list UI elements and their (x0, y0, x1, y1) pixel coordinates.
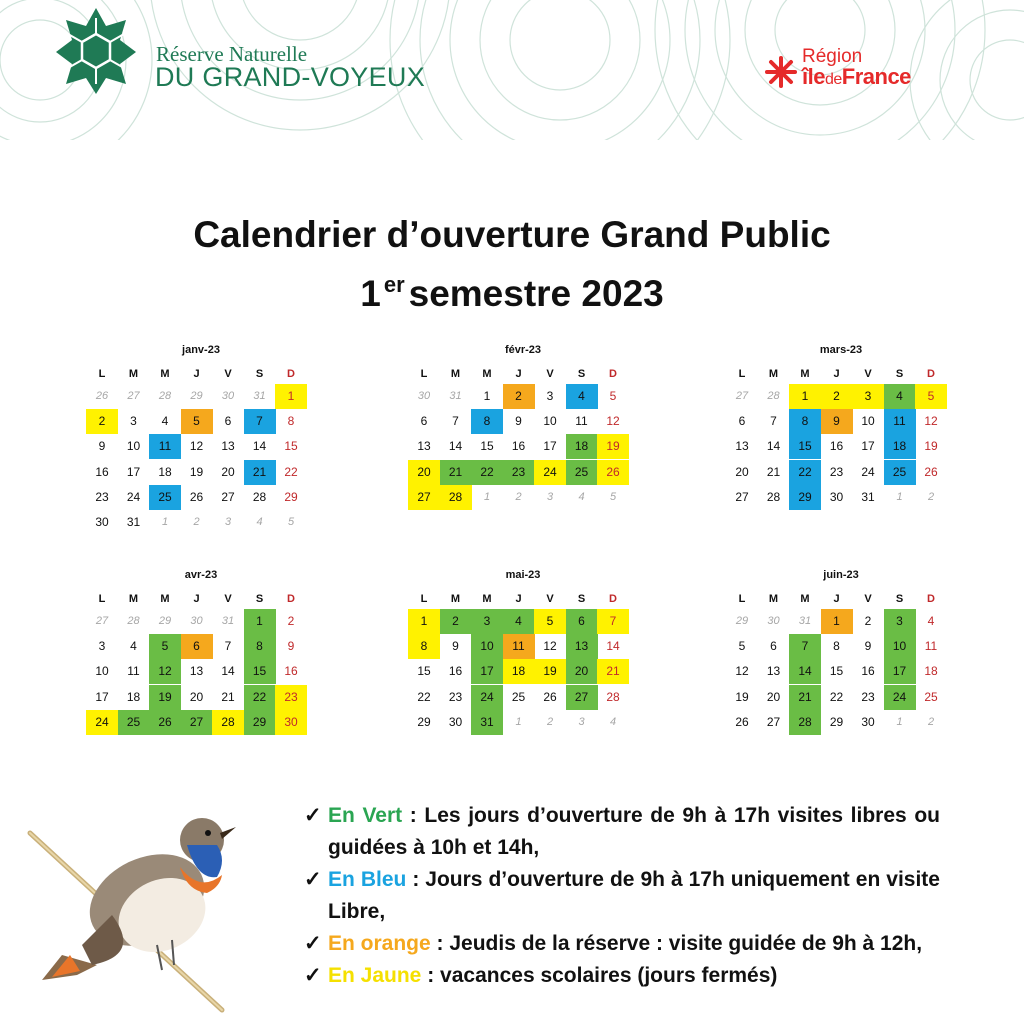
day-cell: 1 (275, 384, 307, 409)
day-cell: 1 (789, 384, 821, 409)
day-cell: 24 (534, 460, 566, 485)
page-title-line1: Calendrier d’ouverture Grand Public (193, 214, 831, 255)
day-cell: 10 (95, 664, 109, 679)
day-cell: 3 (224, 516, 232, 528)
weekday-header: M (160, 368, 170, 380)
day-cell: 21 (766, 464, 781, 479)
weekday-header: M (160, 593, 170, 605)
weekday-header: V (224, 593, 232, 605)
day-cell: 7 (452, 414, 459, 429)
day-cell: 13 (766, 664, 781, 679)
day-cell: 15 (480, 439, 494, 454)
day-cell: 19 (924, 439, 938, 454)
legend-item-green (304, 800, 940, 864)
day-cell: 11 (884, 409, 916, 434)
weekday-header: M (128, 368, 139, 380)
legend-green-label: En Vert (328, 804, 403, 827)
day-cell: 27 (408, 485, 440, 510)
day-cell: 31 (861, 489, 875, 504)
day-cell: 11 (575, 414, 588, 429)
day-cell: 16 (829, 439, 844, 454)
weekday-header: S (255, 368, 264, 380)
day-cell: 29 (244, 710, 276, 735)
day-cell: 22 (417, 689, 431, 704)
day-cell: 19 (597, 434, 629, 459)
day-cell: 29 (789, 485, 821, 510)
weekday-header: L (738, 368, 746, 380)
region-de: de (824, 71, 842, 88)
day-cell: 9 (452, 639, 459, 654)
day-cell: 9 (515, 414, 522, 429)
day-cell: 21 (244, 460, 276, 485)
weekday-header: S (895, 593, 904, 605)
org-name-line1: Réserve Naturelle (156, 42, 308, 66)
day-cell: 2 (440, 609, 472, 634)
day-cell: 18 (503, 659, 535, 684)
day-cell: 25 (566, 460, 598, 485)
day-cell: 18 (566, 434, 598, 459)
day-cell: 20 (189, 689, 204, 704)
day-cell: 16 (861, 664, 875, 679)
month-title: avr-23 (184, 569, 218, 581)
legend-orange-label: En orange (328, 932, 431, 955)
day-cell: 4 (609, 715, 617, 728)
day-cell: 12 (735, 664, 749, 679)
day-cell: 4 (578, 490, 585, 503)
day-cell: 30 (221, 390, 235, 402)
legend-blue-text: : Jours d’ouverture de 9h à 17h uniquement en visite Libre, (328, 868, 940, 923)
day-cell: 27 (735, 390, 749, 402)
day-cell: 14 (448, 439, 463, 454)
weekday-header: S (895, 368, 904, 380)
legend-item-orange (304, 928, 940, 960)
day-cell: 28 (606, 689, 620, 704)
day-cell: 18 (126, 689, 141, 704)
weekday-header: V (224, 368, 232, 380)
legend-yellow-label: En Jaune (328, 964, 422, 987)
month-title: juin-23 (823, 569, 859, 581)
day-cell: 3 (884, 609, 916, 634)
day-cell: 8 (833, 639, 840, 654)
day-cell: 14 (252, 439, 267, 454)
day-cell: 3 (98, 639, 106, 654)
day-cell: 14 (221, 664, 235, 679)
day-cell: 7 (244, 409, 276, 434)
weekday-header: L (420, 593, 428, 605)
day-cell: 6 (181, 634, 213, 659)
day-cell: 1 (515, 715, 522, 728)
day-cell: 6 (420, 414, 428, 429)
weekday-header: M (768, 368, 779, 380)
day-cell: 21 (789, 685, 821, 710)
day-cell: 17 (471, 659, 503, 684)
header-banner (0, 0, 1024, 140)
org-name-line2: DU GRAND-VOYEUX (155, 62, 426, 92)
day-cell: 30 (448, 714, 463, 729)
day-cell: 15 (829, 664, 844, 679)
day-cell: 31 (798, 615, 812, 627)
day-cell: 25 (149, 485, 181, 510)
day-cell: 19 (534, 659, 566, 684)
day-cell: 27 (221, 489, 235, 504)
day-cell: 9 (287, 639, 295, 654)
day-cell: 6 (224, 414, 232, 429)
day-cell: 27 (566, 685, 598, 710)
day-cell: 4 (256, 516, 263, 528)
day-cell: 15 (244, 659, 276, 684)
day-cell: 28 (158, 390, 172, 402)
day-cell: 7 (597, 609, 629, 634)
title-semester: semestre 2023 (408, 273, 664, 314)
weekday-header: D (927, 593, 935, 605)
region-france: France (841, 64, 911, 89)
day-cell: 2 (864, 614, 872, 628)
day-cell: 1 (244, 609, 276, 634)
day-cell: 31 (449, 390, 462, 402)
day-cell: 28 (440, 485, 472, 510)
day-cell: 23 (95, 489, 109, 504)
weekday-header: S (577, 593, 586, 605)
day-cell: 9 (864, 639, 872, 654)
check-icon: ✓ (304, 804, 322, 827)
check-icon: ✓ (304, 932, 322, 955)
day-cell: 2 (515, 490, 522, 503)
weekday-header: D (609, 368, 617, 380)
day-cell: 23 (829, 464, 844, 479)
weekday-header: J (833, 368, 840, 380)
day-cell: 27 (181, 710, 213, 735)
day-cell: 7 (224, 639, 232, 654)
day-cell: 2 (821, 384, 853, 409)
day-cell: 27 (735, 489, 749, 504)
day-cell: 28 (127, 615, 140, 627)
weekday-header: D (609, 593, 617, 605)
day-cell: 20 (408, 460, 440, 485)
day-cell: 14 (766, 439, 781, 454)
day-cell: 6 (566, 609, 598, 634)
day-cell: 28 (789, 710, 821, 735)
day-cell: 14 (606, 639, 620, 654)
weekday-header: D (287, 368, 295, 380)
region-ile: île (802, 64, 825, 89)
red-star-logo (764, 55, 798, 89)
day-cell: 29 (158, 615, 172, 627)
weekday-header: L (738, 593, 746, 605)
day-cell: 21 (221, 689, 235, 704)
day-cell: 31 (471, 710, 503, 735)
day-cell: 31 (221, 615, 235, 627)
day-cell: 24 (86, 710, 118, 735)
day-cell: 28 (252, 489, 267, 504)
day-cell: 2 (503, 384, 535, 409)
day-cell: 30 (861, 714, 875, 729)
day-cell: 4 (884, 384, 916, 409)
day-cell: 28 (766, 489, 781, 504)
day-cell: 9 (98, 439, 106, 454)
day-cell: 2 (927, 715, 935, 728)
day-cell: 30 (190, 615, 203, 627)
day-cell: 5 (915, 384, 947, 409)
day-cell: 1 (483, 490, 491, 503)
day-cell: 4 (927, 614, 935, 628)
day-cell: 1 (821, 609, 853, 634)
day-cell: 5 (534, 609, 566, 634)
day-cell: 25 (118, 710, 150, 735)
day-cell: 8 (244, 634, 276, 659)
day-cell: 24 (861, 464, 875, 479)
day-cell: 18 (924, 664, 938, 679)
day-cell: 17 (861, 439, 875, 454)
day-cell: 26 (597, 460, 629, 485)
day-cell: 2 (86, 409, 118, 434)
day-cell: 26 (924, 464, 938, 479)
day-cell: 18 (158, 464, 172, 479)
title-ordinal-suffix: er (383, 272, 405, 297)
day-cell: 30 (417, 390, 431, 402)
day-cell: 4 (566, 384, 598, 409)
day-cell: 27 (95, 615, 109, 627)
day-cell: 2 (546, 715, 554, 728)
day-cell: 8 (287, 414, 295, 429)
day-cell: 5 (149, 634, 181, 659)
day-cell: 6 (770, 639, 777, 654)
weekday-header: J (515, 593, 522, 605)
day-cell: 16 (95, 464, 109, 479)
day-cell: 8 (408, 634, 440, 659)
region-label: Région (802, 46, 863, 67)
day-cell: 12 (189, 439, 204, 454)
day-cell: 25 (924, 689, 938, 704)
day-cell: 23 (275, 685, 307, 710)
day-cell: 4 (130, 639, 137, 654)
region-name (802, 64, 911, 90)
weekday-header: V (864, 368, 872, 380)
day-cell: 3 (852, 384, 884, 409)
day-cell: 22 (829, 689, 844, 704)
day-cell: 26 (543, 689, 557, 704)
day-cell: 5 (181, 409, 213, 434)
month-title: mai-23 (505, 569, 541, 581)
weekday-header: J (193, 368, 200, 380)
day-cell: 3 (578, 715, 585, 728)
day-cell: 3 (546, 490, 554, 503)
weekday-header: M (128, 593, 139, 605)
check-icon: ✓ (304, 868, 322, 891)
day-cell: 7 (789, 634, 821, 659)
day-cell: 19 (149, 685, 181, 710)
day-cell: 17 (126, 464, 141, 479)
weekday-header: D (927, 368, 935, 380)
day-cell: 10 (861, 414, 875, 429)
day-cell: 29 (417, 714, 431, 729)
day-cell: 22 (471, 460, 503, 485)
day-cell: 3 (130, 414, 137, 429)
day-cell: 19 (735, 689, 749, 704)
day-cell: 10 (543, 414, 557, 429)
day-cell: 20 (735, 464, 749, 479)
day-cell: 29 (190, 390, 203, 402)
day-cell: 29 (829, 714, 844, 729)
day-cell: 26 (149, 710, 181, 735)
day-cell: 31 (253, 390, 266, 402)
weekday-header: M (450, 593, 461, 605)
day-cell: 21 (597, 659, 629, 684)
bluethroat-bird-illustration (22, 805, 247, 1015)
day-cell: 17 (884, 659, 916, 684)
day-cell: 16 (448, 664, 463, 679)
day-cell: 23 (503, 460, 535, 485)
day-cell: 2 (193, 516, 200, 528)
weekday-header: J (833, 593, 840, 605)
day-cell: 14 (789, 659, 821, 684)
day-cell: 5 (738, 639, 746, 654)
day-cell: 30 (95, 515, 109, 529)
day-cell: 22 (789, 460, 821, 485)
weekday-header: L (420, 368, 428, 380)
weekday-header: V (546, 368, 554, 380)
legend-blue-label: En Bleu (328, 868, 407, 891)
check-icon: ✓ (304, 964, 322, 987)
day-cell: 28 (767, 390, 780, 402)
day-cell: 11 (924, 639, 938, 654)
day-cell: 24 (471, 685, 503, 710)
day-cell: 31 (126, 515, 141, 529)
day-cell: 13 (566, 634, 598, 659)
day-cell: 22 (284, 464, 298, 479)
day-cell: 10 (884, 634, 916, 659)
day-cell: 1 (161, 516, 169, 528)
month-title: févr-23 (504, 344, 542, 356)
weekday-header: M (800, 593, 810, 605)
day-cell: 21 (440, 460, 472, 485)
title-ordinal: 1 (360, 273, 381, 314)
day-cell: 28 (212, 710, 244, 735)
day-cell: 20 (566, 659, 598, 684)
day-cell: 20 (221, 464, 235, 479)
day-cell: 29 (735, 615, 749, 627)
legend-item-yellow (304, 960, 940, 992)
day-cell: 15 (417, 664, 431, 679)
day-cell: 26 (735, 714, 749, 729)
weekday-header: M (482, 368, 492, 380)
day-cell: 10 (471, 634, 503, 659)
day-cell: 1 (896, 715, 903, 728)
weekday-header: M (768, 593, 779, 605)
day-cell: 24 (126, 489, 141, 504)
legend-orange-text: : Jeudis de la réserve : visite guidée de 9h à 12h, (430, 932, 923, 955)
day-cell: 16 (284, 664, 298, 679)
day-cell: 11 (127, 664, 140, 679)
day-cell: 4 (161, 414, 169, 429)
day-cell: 7 (770, 414, 777, 429)
day-cell: 2 (287, 614, 295, 628)
weekday-header: L (98, 593, 106, 605)
day-cell: 20 (766, 689, 781, 704)
month-title: mars-23 (819, 344, 863, 356)
day-cell: 15 (789, 434, 821, 459)
day-cell: 5 (609, 490, 617, 503)
weekday-header: M (800, 368, 810, 380)
weekday-header: D (287, 593, 295, 605)
turtle-shell-hexagon-logo (54, 6, 138, 96)
day-cell: 6 (738, 414, 746, 429)
day-cell: 23 (861, 689, 875, 704)
day-cell: 5 (287, 516, 295, 528)
day-cell: 13 (417, 439, 431, 454)
day-cell: 5 (609, 389, 617, 403)
day-cell: 27 (127, 390, 140, 402)
day-cell: 11 (149, 434, 181, 459)
weekday-header: M (450, 368, 461, 380)
legend-green-text: : Les jours d’ouverture de 9h à 17h visites libres ou guidées à 10h et 14h, (328, 804, 940, 859)
day-cell: 3 (471, 609, 503, 634)
day-cell: 24 (884, 685, 916, 710)
day-cell: 1 (483, 389, 491, 403)
day-cell: 27 (766, 714, 781, 729)
day-cell: 23 (448, 689, 463, 704)
day-cell: 2 (927, 490, 935, 503)
day-cell: 13 (189, 664, 204, 679)
day-cell: 10 (126, 439, 141, 454)
weekday-header: J (515, 368, 522, 380)
weekday-header: L (98, 368, 106, 380)
day-cell: 17 (543, 439, 557, 454)
day-cell: 3 (546, 389, 554, 403)
month-title: janv-23 (182, 344, 220, 356)
weekday-header: S (577, 368, 586, 380)
day-cell: 15 (284, 439, 298, 454)
day-cell: 25 (884, 460, 916, 485)
day-cell: 29 (284, 489, 298, 504)
day-cell: 30 (767, 615, 780, 627)
day-cell: 18 (884, 434, 916, 459)
day-cell: 8 (471, 409, 503, 434)
day-cell: 12 (543, 639, 557, 654)
day-cell: 16 (511, 439, 526, 454)
day-cell: 12 (149, 659, 181, 684)
day-cell: 1 (408, 609, 440, 634)
day-cell: 22 (244, 685, 276, 710)
day-cell: 8 (789, 409, 821, 434)
day-cell: 9 (821, 409, 853, 434)
day-cell: 19 (189, 464, 204, 479)
day-cell: 26 (95, 390, 109, 402)
legend (304, 800, 940, 992)
weekday-header: M (482, 593, 492, 605)
day-cell: 1 (896, 490, 903, 503)
day-cell: 11 (503, 634, 535, 659)
legend-item-blue (304, 864, 940, 928)
day-cell: 13 (221, 439, 235, 454)
day-cell: 12 (924, 414, 938, 429)
weekday-header: S (255, 593, 264, 605)
day-cell: 25 (511, 689, 526, 704)
weekday-header: J (193, 593, 200, 605)
weekday-header: V (864, 593, 872, 605)
weekday-header: V (546, 593, 554, 605)
day-cell: 4 (503, 609, 535, 634)
day-cell: 17 (95, 689, 109, 704)
day-cell: 30 (275, 710, 307, 735)
day-cell: 30 (829, 489, 844, 504)
day-cell: 26 (189, 489, 204, 504)
legend-yellow-text: : vacances scolaires (jours fermés) (421, 964, 778, 987)
day-cell: 12 (606, 414, 620, 429)
day-cell: 13 (735, 439, 749, 454)
page-title-line2 (0, 272, 1024, 315)
